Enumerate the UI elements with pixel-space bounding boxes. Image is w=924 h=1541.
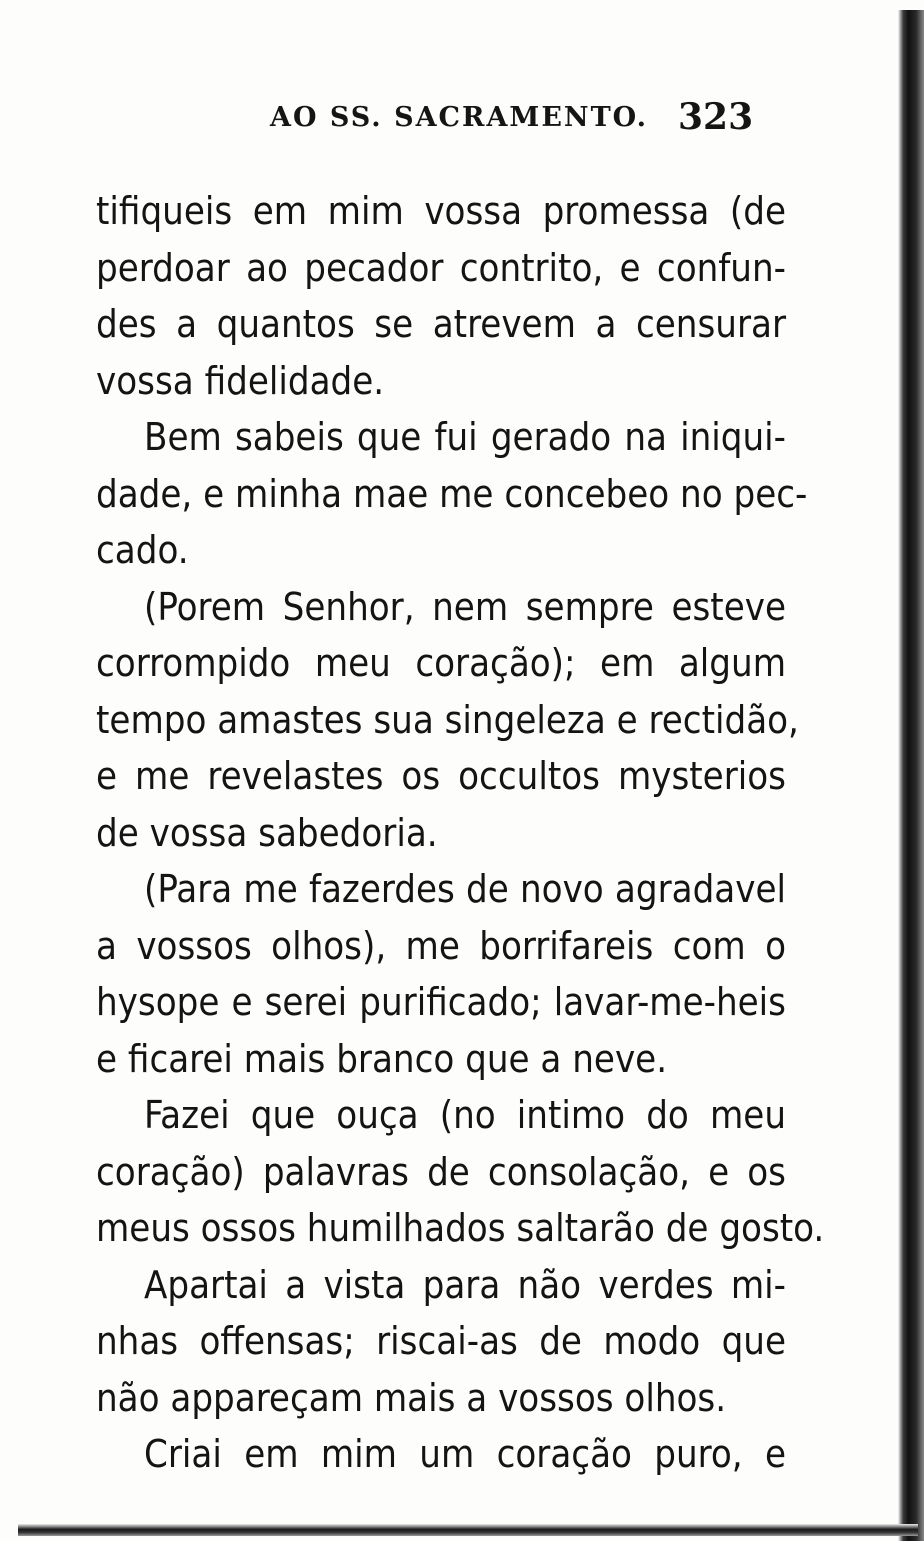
text-line: Bem sabeis que fui gerado na iniqui- (144, 415, 786, 459)
text-line: meus ossos humilhados saltarão de gosto. (96, 1206, 825, 1250)
text-line: Fazei que ouça (no intimo do meu (144, 1093, 786, 1137)
text-line: não appareçam mais a vossos olhos. (96, 1375, 727, 1420)
text-line: Criai em mim um coração puro, e (144, 1432, 786, 1476)
text-line: des a quantos se atrevem a censurar (96, 302, 786, 346)
text-line: corrompido meu coração); em algum (96, 641, 786, 685)
text-line: Apartai a vista para não verdes mi- (144, 1262, 786, 1307)
text-line: hysope e serei purificado; lavar-me-heis (96, 980, 786, 1024)
running-header: AO SS. SACRAMENTO. (270, 102, 649, 133)
text-line: nhas offensas; riscai-as de modo que (96, 1319, 786, 1363)
text-line: de vossa sabedoria. (96, 810, 438, 855)
text-line: coração) palavras de consolação, e os (96, 1149, 786, 1194)
text-line: a vossos olhos), me borrifareis com o (96, 923, 786, 968)
page-number: 323 (678, 96, 754, 138)
body-text (96, 183, 825, 1483)
text-line: (Porem Senhor, nem sempre esteve (144, 584, 786, 629)
text-line: perdoar ao pecador contrito, e confun- (96, 245, 786, 290)
text-line: e ficarei mais branco que a neve. (96, 1036, 668, 1081)
text-line: cado. (96, 528, 189, 572)
page-edge-right (898, 10, 924, 1541)
text-line: (Para me fazerdes de novo agradavel (144, 867, 786, 911)
text-line: dade, e minha mae me concebeo no pec- (96, 471, 808, 516)
page-edge-bottom (18, 1524, 918, 1536)
text-line: vossa fidelidade. (96, 358, 385, 403)
text-line: tifiqueis em mim vossa promessa (de (96, 189, 786, 233)
text-line: e me revelastes os occultos mysterios (96, 754, 786, 798)
text-line: tempo amastes sua singeleza e rectidão, (96, 697, 799, 742)
